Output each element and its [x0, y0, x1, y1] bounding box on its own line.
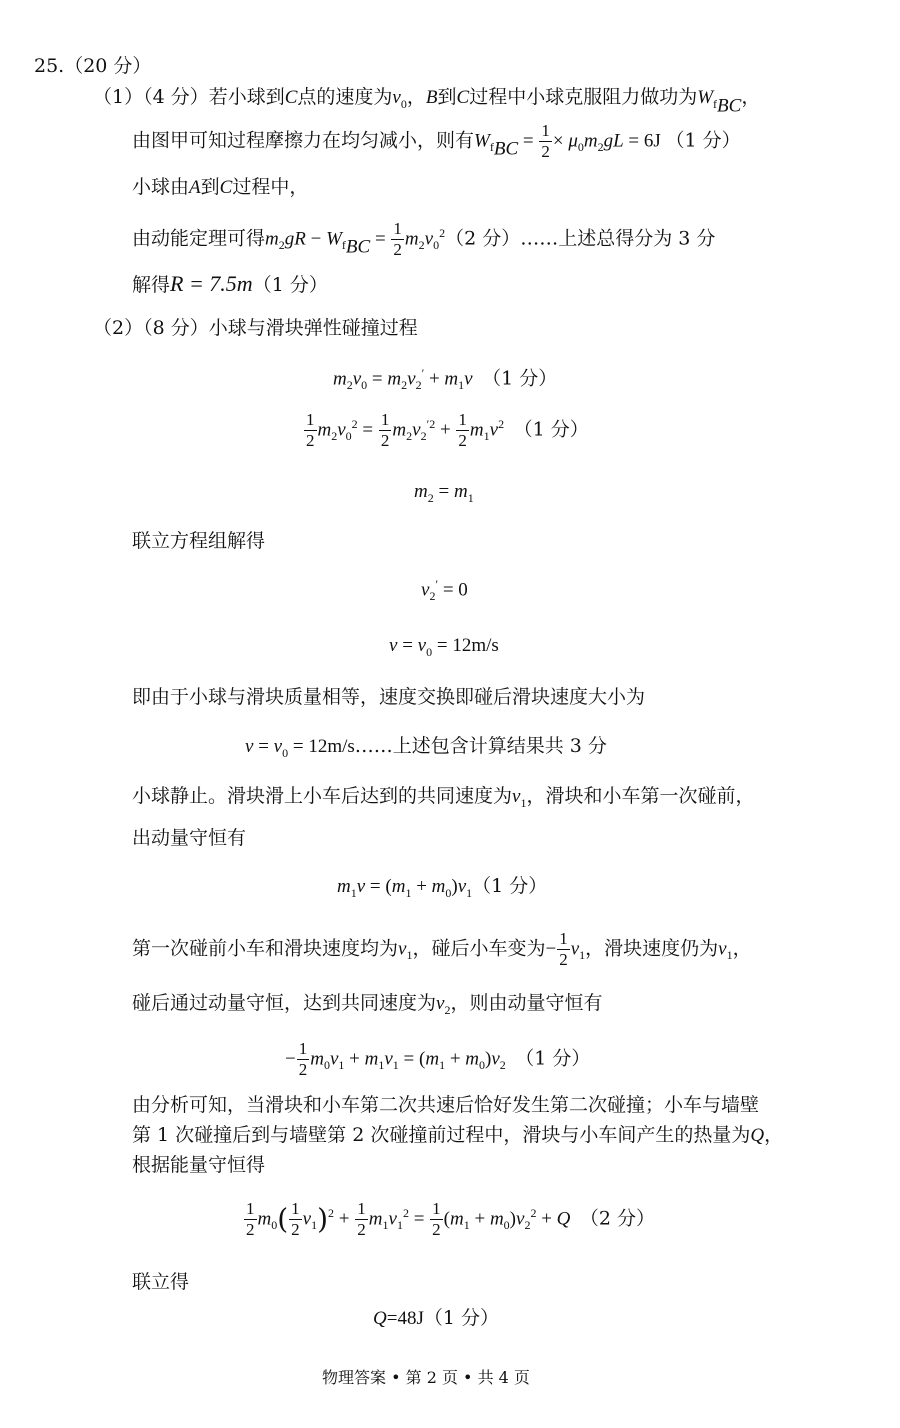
p2-analysis-2: 第 1 次碰撞后到与墙壁第 2 次碰撞前过程中，滑块与小车间产生的热量为Q， [132, 1124, 784, 1146]
p2-eq1: $m_2v_0 = m_2v_2' + m_1v$ （1 分） [333, 366, 558, 393]
p2-after: 碰后通过动量守恒，达到共同速度为$v_2$，则由动量守恒有 [132, 992, 603, 1017]
p1-line2: 由图甲可知过程摩擦力在均匀减小，则有$W_{f_{BC}}$ = $\frac{1}{2}$ × $\mu_0m_2gL = 6J$ （1 分） [132, 121, 741, 161]
p1-line5: 解得R = 7.5m（1 分） [132, 271, 328, 296]
p2-momentum: 出动量守恒有 [132, 827, 247, 849]
p2-exchange: 即由于小球与滑块质量相等，速度交换即碰后滑块速度大小为 [132, 686, 646, 708]
p2-eq-v: $v = v_0 = 12m/s$ [389, 635, 499, 659]
p2-eq-mass: $m_2 = m_1$ [414, 481, 474, 505]
p2-joint: 联立得 [132, 1271, 190, 1293]
p2-solve: 联立方程组解得 [132, 530, 266, 552]
p2-eq2: $\frac{1}{2}$ $m_2v_0^2$ = $\frac{1}{2}$ $m_2v_2^{'2}$ + $\frac{1}{2}$ $m_1v^2$ （1 分） [306, 410, 589, 450]
p2-eq3: $m_1v = (m_1 + m_0)v_1(1$ 分） [337, 875, 548, 900]
p1-line3: 小球由A到C过程中， [132, 176, 309, 198]
p1-line1: （1）（4 分）若小球到C点的速度为$v_0$，B到C过程中小球克服阻力做功为$W_{f_{BC}}$， [93, 86, 761, 117]
p1-line4: 由动能定理可得$m_2gR - W_{f_{BC}}$ = $\frac{1}{2}$ $m_2v_0^2(2$ 分）……上述总得分为 3 分 [132, 219, 716, 259]
p2-q-result: Q=48J（1 分） [373, 1307, 499, 1329]
p2-first: 第一次碰前小车和滑块速度均为$v_1$，碰后小车变为− $\frac{1}{2}$ $v_1$，滑块速度仍为$v_1$， [132, 929, 752, 969]
p2-static: 小球静止。滑块滑上小车后达到的共同速度为$v_1$，滑块和小车第一次碰前， [132, 785, 755, 810]
p2-exchange-eq: $v = v_0$ = 12m/s……上述包含计算结果共 3 分 [245, 735, 607, 760]
p2-head: （2）（8 分）小球与滑块弹性碰撞过程 [93, 317, 418, 339]
p2-analysis-1: 由分析可知，当滑块和小车第二次共速后恰好发生第二次碰撞；小车与墙壁 [132, 1094, 760, 1116]
p2-eq-v2prime: $v_2' = 0$ [421, 577, 468, 604]
question-header: 25.（20 分） [34, 55, 152, 77]
p2-analysis-3: 根据能量守恒得 [132, 1154, 266, 1176]
page-footer: 物理答案 • 第 2 页 • 共 4 页 [322, 1368, 530, 1387]
p2-eq5: $\frac{1}{2}$ $m_0$( $\frac{1}{2}$ $v_1)^2$ + $\frac{1}{2}$ $m_1v_1^2$ = $\frac{1}{2}$ $(m_1 + m_0)v_2^2 + Q$ （2 分） [246, 1199, 656, 1239]
p2-eq4: − $\frac{1}{2}$ $m_0v_1 + m_1v_1 = (m_1 + m_0)v_2$ （1 分） [285, 1039, 591, 1079]
